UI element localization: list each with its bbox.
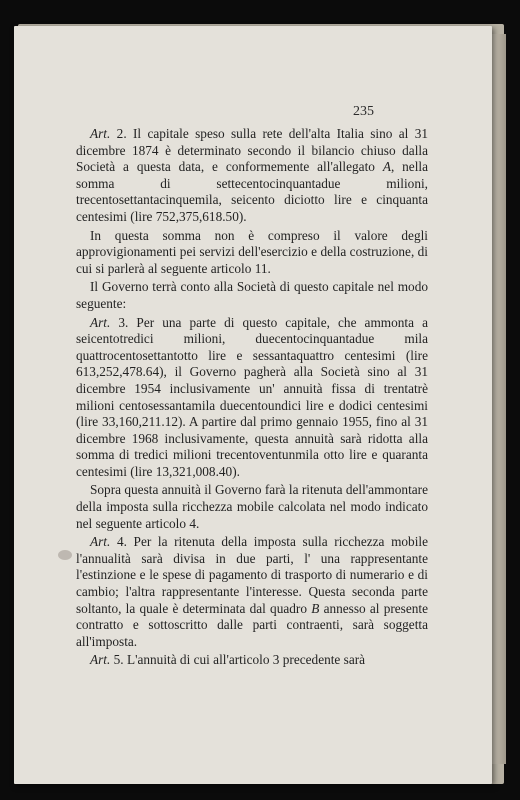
paragraph-text: 2. Il capitale speso sulla rete dell'alta Italia sino al 31 dicembre 1874 è determinato secondo il bilancio chiuso dalla Società a questa data, e conformemente all'allegato: [76, 126, 428, 175]
article-label: Art.: [90, 314, 111, 330]
article-label: Art.: [90, 652, 111, 668]
paragraph-text: In questa somma non è compreso il valore degli approvigionamenti pei servizi dell'esercizio e della costruzione, di cui si parlerà al seguente articolo 11.: [76, 227, 428, 276]
paragraph-text-continued: , nella somma di settecentocinquantadue milioni, trecentosettantacinquemila, seicento diciotto lire e cinquanta centesimi (lire 752,375,618.50).: [76, 159, 428, 224]
paragraph-text: 3. Per una parte di questo capitale, che ammonta a seicentotredici milioni, duecentocinquantadue mila quattrocentosettantotto lire e sessantaquattro centesimi (lire 613,252,478.64), il Governo pagherà alla Società sino al 31 dicembre 1954 inclusivamente un' annuità fissa di trentatrè milioni centosessantamila duecentoundici lire e dodici centesimi (lire 33,160,211.12). A partire dal primo gennaio 1955, fino al 31 dicembre 1968 inclusivamente, questa annuità sarà ridotta alla somma di tredici milioni trecentoventunmila otto lire e quaranta centesimi (lire 13,321,008.40).: [76, 314, 428, 479]
body-text: [76, 126, 428, 671]
paragraph-art-3: [76, 315, 428, 481]
ink-smudge: [58, 550, 72, 560]
paragraph-text-continued: annesso al presente contratto e sottoscritto dalle parti contraenti, sarà soggetta all'imposta.: [76, 600, 429, 649]
paragraph-governo-conto: [76, 279, 428, 312]
page-number: 235: [353, 104, 374, 119]
allegato-ref: A: [382, 159, 391, 175]
paragraph-art-2: [76, 126, 428, 226]
article-label: Art.: [90, 126, 111, 141]
article-label: Art.: [90, 534, 111, 550]
page-stack-edge: [490, 34, 506, 764]
paragraph-art-5: [76, 652, 428, 669]
paragraph-art-4: [76, 534, 428, 650]
paragraph-ritenuta: [76, 482, 428, 532]
paragraph-text: 4. Per la ritenuta della imposta sulla ricchezza mobile l'annualità sarà divisa in due parti, l' una rappresentante l'estinzione e le spese di pagamento di trasporto di numerario e di cambio; l'altra rappresentante l'interesse. Questa seconda parte soltanto, la quale è determinata dal quadro: [76, 534, 428, 616]
document-page: [14, 26, 492, 784]
paragraph-approvigionamenti: [76, 228, 428, 278]
paragraph-text: Sopra questa annuità il Governo farà la ritenuta dell'ammontare della imposta sulla ricchezza mobile calcolata nel modo indicato nel seguente articolo 4.: [76, 482, 428, 531]
quadro-ref: B: [311, 600, 320, 616]
paragraph-text: 5. L'annuità di cui all'articolo 3 precedente sarà: [110, 652, 366, 668]
paragraph-text: Il Governo terrà conto alla Società di questo capitale nel modo seguente:: [76, 279, 428, 311]
